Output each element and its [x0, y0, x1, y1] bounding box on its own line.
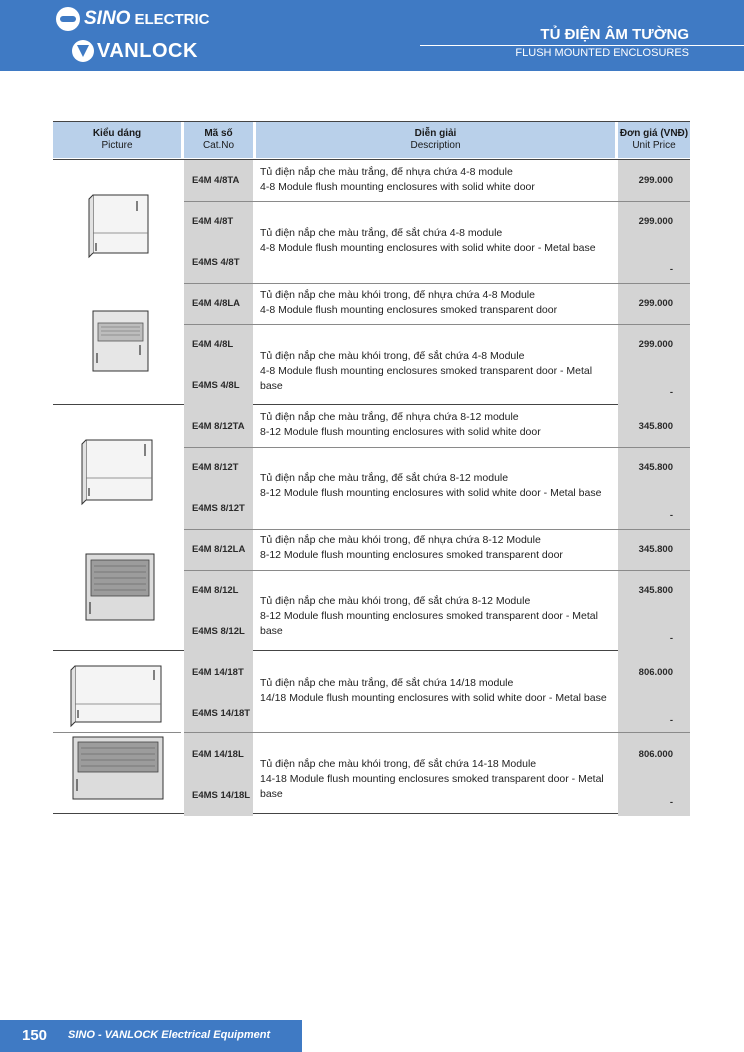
header-unit-price [618, 122, 690, 158]
cat-no-cell: E4MS 8/12L [184, 611, 253, 652]
picture-4-8-smoked [53, 301, 181, 381]
description-en: 14-18 Module flush mounting enclosures smoked transparent door - Metal base [260, 773, 604, 800]
description-vn: Tủ điện nắp che màu khói trong, đế nhựa chứa 8-12 Module [260, 534, 541, 546]
cat-no-cell: E4MS 14/18L [184, 775, 253, 816]
unit-price-cell: - [618, 775, 690, 816]
header-price-vn: Đơn giá (VNĐ) [619, 128, 689, 139]
header-picture-vn: Kiểu dáng [92, 128, 142, 139]
cat-no-cell: E4M 8/12TA [184, 406, 253, 447]
description-en: 4-8 Module flush mounting enclosures smoked transparent door [260, 304, 558, 316]
row-divider [184, 324, 690, 325]
description-en: 8-12 Module flush mounting enclosures smoked transparent door [260, 549, 563, 561]
footer-text: SINO - VANLOCK Electrical Equipment [68, 1029, 271, 1041]
sino-electric-logo [56, 6, 209, 32]
description-vn: Tủ điện nắp che màu khói trong, đế nhựa chứa 4-8 Module [260, 289, 535, 301]
row-divider [184, 283, 690, 284]
description-vn: Tủ điện nắp che màu khói trong, đế sắt chứa 14-18 Module [260, 758, 537, 770]
page-number: 150 [22, 1027, 48, 1044]
unit-price-cell: - [618, 693, 690, 734]
header-desc-vn: Diễn giải [414, 128, 457, 139]
picture-14-18-white [53, 656, 181, 732]
enclosure-white-large-image [53, 656, 181, 732]
table-header [53, 121, 690, 158]
description-en: 4-8 Module flush mounting enclosures smoked transparent door - Metal base [260, 365, 593, 392]
header-picture-en: Picture [101, 140, 133, 151]
description-vn: Tủ điện nắp che màu trắng, đế nhựa chứa 8-12 module [260, 411, 519, 423]
sino-logo-icon [56, 7, 80, 31]
row-divider [184, 447, 690, 448]
description-cell [256, 410, 615, 440]
cat-no-cell: E4M 14/18T [184, 652, 253, 693]
description-cell [256, 676, 615, 706]
cat-no-cell: E4M 4/8T [184, 201, 253, 242]
cat-no-cell: E4M 4/8LA [184, 283, 253, 324]
unit-price-cell: - [618, 488, 690, 529]
header-cat-no [184, 122, 253, 158]
unit-price-cell: 345.800 [618, 529, 690, 570]
row-divider [184, 732, 690, 733]
page-footer [0, 1020, 302, 1052]
row-divider [184, 570, 690, 571]
enclosure-smoked-large-image [53, 733, 181, 803]
enclosure-white-small-image [53, 183, 181, 265]
header-price-en: Unit Price [632, 140, 676, 151]
cat-no-cell: E4M 4/8TA [184, 160, 253, 201]
description-cell [256, 594, 615, 639]
header-cat-vn: Mã số [204, 128, 233, 139]
cat-no-cell: E4MS 14/18T [184, 693, 253, 734]
cat-no-cell: E4MS 8/12T [184, 488, 253, 529]
description-cell [256, 533, 615, 563]
table-bottom-rule [53, 813, 690, 814]
header-cat-en: Cat.No [202, 140, 235, 151]
description-vn: Tủ điện nắp che màu trắng, đế sắt chứa 14/18 module [260, 677, 514, 689]
brand-electric: ELECTRIC [134, 10, 210, 28]
unit-price-cell: 299.000 [618, 324, 690, 365]
title-divider [420, 45, 744, 46]
group-divider [53, 404, 690, 405]
group-divider [53, 650, 690, 651]
cat-no-cell: E4M 4/8L [184, 324, 253, 365]
cat-no-cell: E4M 8/12LA [184, 529, 253, 570]
description-en: 8-12 Module flush mounting enclosures with solid white door [260, 426, 541, 438]
vanlock-logo-icon [72, 40, 94, 62]
description-vn: Tủ điện nắp che màu trắng, đế sắt chứa 4-8 module [260, 227, 503, 239]
picture-8-12-white [53, 426, 181, 508]
description-cell [256, 471, 615, 501]
description-en: 4-8 Module flush mounting enclosures with solid white door [260, 181, 535, 193]
unit-price-cell: 345.800 [618, 570, 690, 611]
vanlock-logo [72, 38, 198, 64]
cat-no-cell: E4MS 4/8L [184, 365, 253, 406]
description-en: 8-12 Module flush mounting enclosures smoked transparent door - Metal base [260, 610, 598, 637]
description-en: 8-12 Module flush mounting enclosures with solid white door - Metal base [260, 487, 602, 499]
group-divider [53, 159, 690, 160]
description-cell [256, 226, 615, 256]
unit-price-cell: 806.000 [618, 652, 690, 693]
picture-14-18-smoked [53, 733, 181, 803]
cat-no-cell: E4MS 4/8T [184, 242, 253, 283]
description-cell [256, 288, 615, 318]
unit-price-cell: - [618, 365, 690, 406]
page-title-vn: TỦ ĐIỆN ÂM TƯỜNG [540, 26, 689, 43]
description-vn: Tủ điện nắp che màu khói trong, đế sắt chứa 8-12 Module [260, 595, 531, 607]
header-description [256, 122, 615, 158]
description-cell [256, 757, 615, 802]
unit-price-cell: 345.800 [618, 447, 690, 488]
picture-divider [53, 732, 181, 733]
cat-no-cell: E4M 8/12L [184, 570, 253, 611]
brand-sino: SINO [84, 8, 131, 29]
description-en: 4-8 Module flush mounting enclosures with solid white door - Metal base [260, 242, 596, 254]
unit-price-cell: - [618, 611, 690, 652]
unit-price-cell: 299.000 [618, 160, 690, 201]
row-divider [184, 529, 690, 530]
row-divider [184, 201, 690, 202]
page-header [0, 0, 744, 71]
description-vn: Tủ điện nắp che màu khói trong, đế sắt chứa 4-8 Module [260, 350, 525, 362]
enclosure-smoked-small-image [53, 301, 181, 381]
header-picture [53, 122, 181, 158]
cat-no-cell: E4M 8/12T [184, 447, 253, 488]
unit-price-cell: - [618, 242, 690, 283]
page-title-en: FLUSH MOUNTED ENCLOSURES [515, 47, 689, 59]
unit-price-cell: 299.000 [618, 283, 690, 324]
brand-vanlock: VANLOCK [97, 39, 198, 62]
description-cell [256, 165, 615, 195]
enclosure-smoked-medium-image [53, 546, 181, 628]
description-vn: Tủ điện nắp che màu trắng, đế sắt chứa 8-12 module [260, 472, 509, 484]
picture-8-12-smoked [53, 546, 181, 628]
unit-price-cell: 806.000 [618, 734, 690, 775]
description-en: 14/18 Module flush mounting enclosures with solid white door - Metal base [260, 692, 607, 704]
cat-no-cell: E4M 14/18L [184, 734, 253, 775]
description-vn: Tủ điện nắp che màu trắng, đế nhựa chứa 4-8 module [260, 166, 513, 178]
unit-price-cell: 345.800 [618, 406, 690, 447]
header-desc-en: Description [410, 140, 461, 151]
enclosure-white-medium-image [53, 426, 181, 508]
description-cell [256, 349, 615, 394]
unit-price-cell: 299.000 [618, 201, 690, 242]
picture-4-8-white [53, 183, 181, 265]
